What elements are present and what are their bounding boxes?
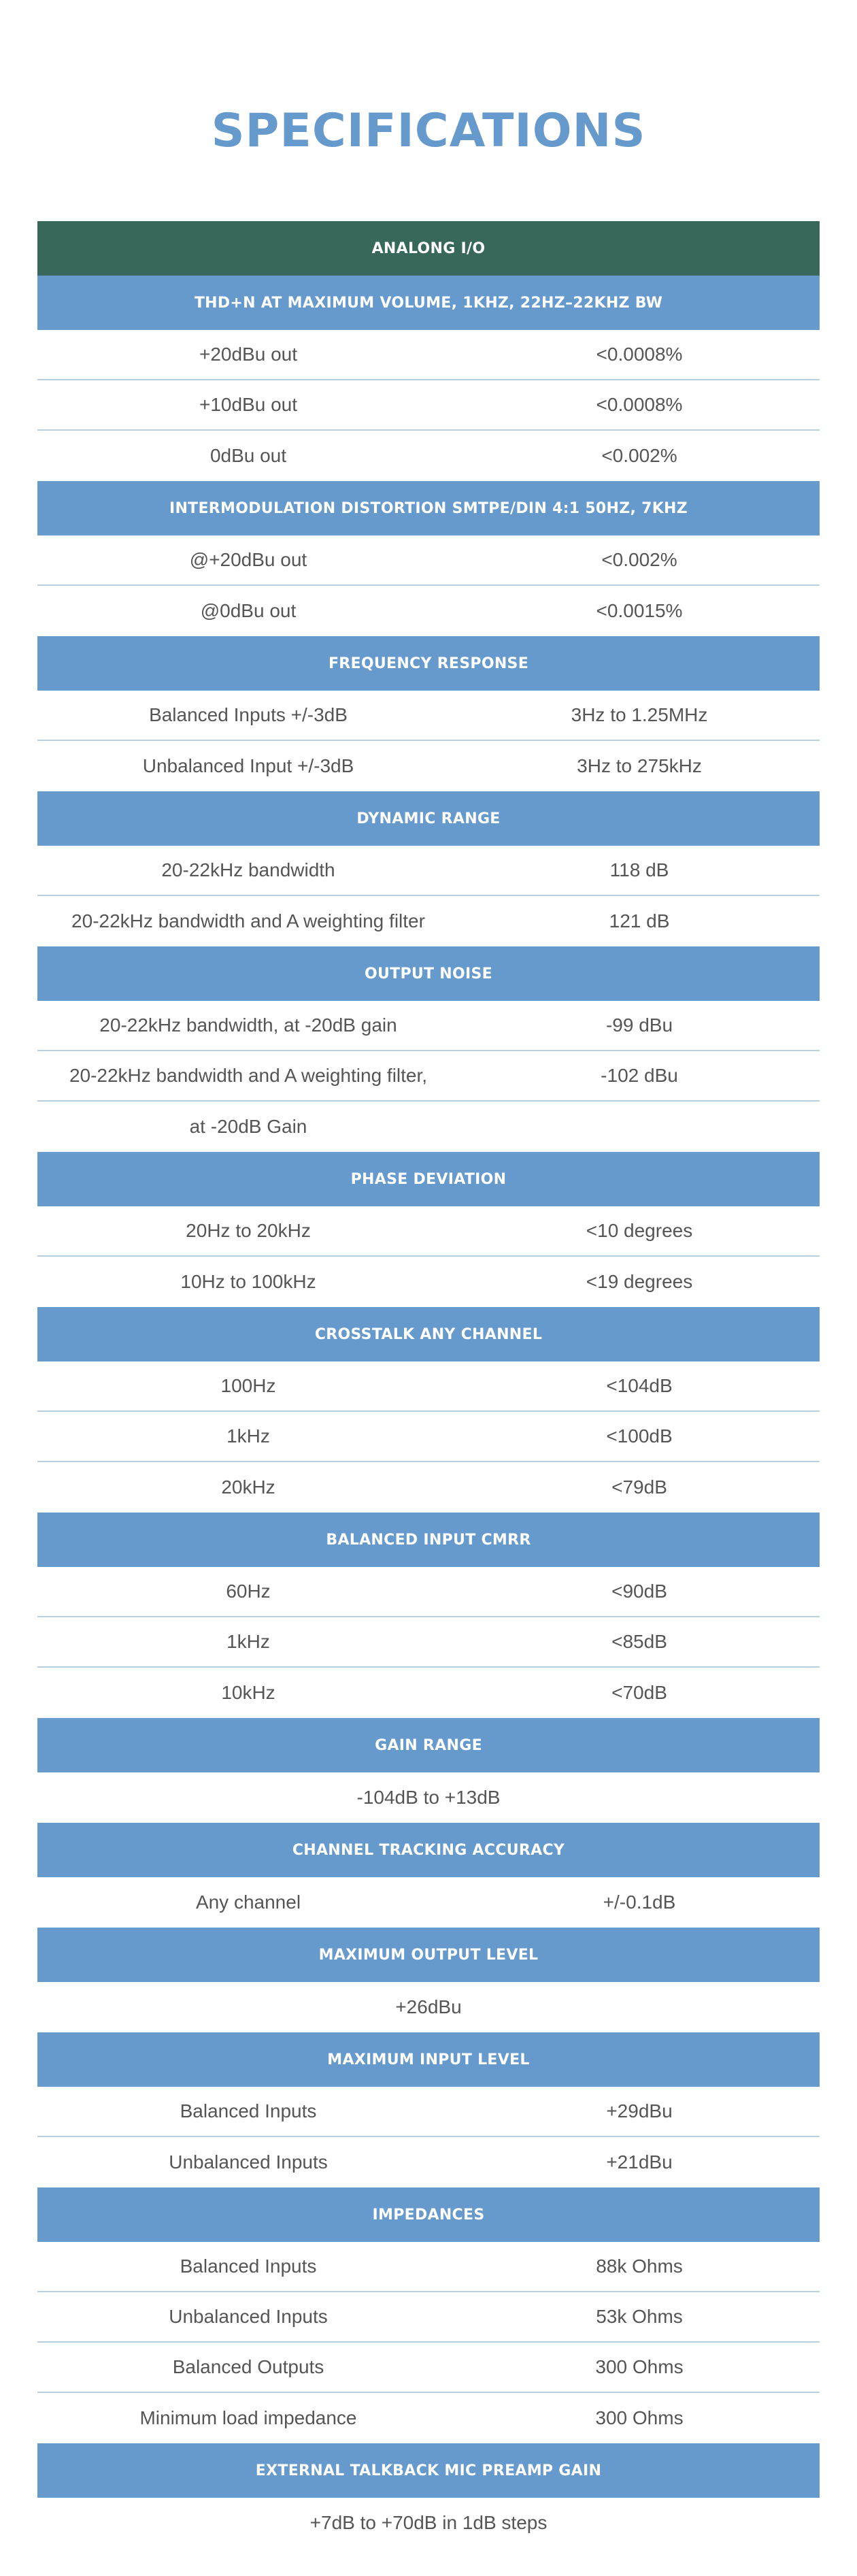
section-header: BALANCED INPUT CMRR <box>37 1513 820 1567</box>
spec-value: -102 dBu <box>601 1065 678 1086</box>
spec-value: <70dB <box>611 1682 667 1703</box>
section-header: MAXIMUM INPUT LEVEL <box>37 2032 820 2087</box>
spec-label: 10Hz to 100kHz <box>180 1271 316 1292</box>
section-header: EXTERNAL TALKBACK MIC PREAMP GAIN <box>37 2443 820 2498</box>
spec-row <box>37 1668 820 1718</box>
spec-row <box>37 2242 820 2292</box>
spec-row <box>37 2087 820 2137</box>
spec-label: 10kHz <box>221 1682 275 1703</box>
section-header: PHASE DEVIATION <box>37 1152 820 1206</box>
spec-value: +/-0.1dB <box>603 1892 676 1913</box>
top-header: ANALONG I/O <box>37 221 820 276</box>
spec-label: Unbalanced Input +/-3dB <box>142 755 354 776</box>
spec-label: 100Hz <box>220 1375 276 1396</box>
spec-value: +29dBu <box>606 2100 673 2121</box>
spec-row <box>37 2498 820 2548</box>
spec-label: Balanced Inputs <box>180 2100 317 2121</box>
spec-row <box>37 1772 820 1823</box>
section-header: CROSSTALK ANY CHANNEL <box>37 1307 820 1361</box>
page-title: SPECIFICATIONS <box>211 104 646 158</box>
spec-label: 20-22kHz bandwidth and A weighting filter, <box>69 1065 428 1086</box>
spec-label: 20Hz to 20kHz <box>186 1220 311 1241</box>
spec-label: 60Hz <box>226 1581 271 1602</box>
spec-label: +20dBu out <box>199 344 298 365</box>
spec-label: -104dB to +13dB <box>356 1787 501 1808</box>
spec-value: <90dB <box>611 1581 667 1602</box>
spec-label: at -20dB Gain <box>189 1116 307 1137</box>
section-header: INTERMODULATION DISTORTION SMTPE/DIN 4:1 50HZ, 7KHZ <box>37 481 820 535</box>
spec-label: Unbalanced Inputs <box>169 2151 328 2173</box>
spec-row <box>37 1982 820 2032</box>
spec-value: 300 Ohms <box>595 2356 684 2377</box>
spec-label: +7dB to +70dB in 1dB steps <box>309 2512 548 2533</box>
spec-label: Balanced Inputs <box>180 2256 317 2277</box>
spec-row <box>37 1567 820 1617</box>
spec-value: <0.002% <box>601 549 677 570</box>
spec-value: <104dB <box>606 1375 673 1396</box>
spec-row <box>37 846 820 896</box>
spec-row <box>37 535 820 586</box>
section-header: IMPEDANCES <box>37 2187 820 2242</box>
section-header: GAIN RANGE <box>37 1718 820 1772</box>
spec-value: <100dB <box>606 1425 673 1447</box>
spec-row <box>37 896 820 946</box>
spec-label: @+20dBu out <box>189 549 307 570</box>
spec-row <box>37 380 820 431</box>
spec-value: 3Hz to 1.25MHz <box>571 704 708 725</box>
section-header: CHANNEL TRACKING ACCURACY <box>37 1823 820 1877</box>
spec-label: 1kHz <box>226 1425 270 1447</box>
section-header: MAXIMUM OUTPUT LEVEL <box>37 1928 820 1982</box>
spec-label: +10dBu out <box>199 394 298 415</box>
spec-row <box>37 2292 820 2343</box>
spec-label: Unbalanced Inputs <box>169 2306 328 2327</box>
section-header: OUTPUT NOISE <box>37 946 820 1001</box>
spec-label: Any channel <box>195 1892 301 1913</box>
spec-value: 121 dB <box>609 910 670 931</box>
spec-row <box>37 1102 820 1152</box>
spec-row <box>37 1051 820 1102</box>
spec-label: 20-22kHz bandwidth <box>161 859 335 880</box>
spec-label: 1kHz <box>226 1631 270 1652</box>
spec-value: <0.002% <box>601 445 677 466</box>
spec-value: <19 degrees <box>586 1271 693 1292</box>
spec-label: 20kHz <box>221 1476 275 1498</box>
spec-value: 118 dB <box>609 859 669 880</box>
spec-label: Minimum load impedance <box>139 2407 357 2428</box>
spec-row <box>37 431 820 481</box>
spec-row <box>37 1617 820 1668</box>
spec-value: 3Hz to 275kHz <box>577 755 702 776</box>
spec-row <box>37 741 820 791</box>
spec-label: 20-22kHz bandwidth, at -20dB gain <box>99 1014 397 1036</box>
spec-row <box>37 1257 820 1307</box>
spec-row <box>37 2137 820 2187</box>
section-header: FREQUENCY RESPONSE <box>37 636 820 691</box>
spec-row <box>37 1001 820 1051</box>
spec-value: <0.0008% <box>596 344 683 365</box>
spec-row <box>37 586 820 636</box>
spec-row <box>37 1206 820 1257</box>
spec-value: <85dB <box>611 1631 667 1652</box>
spec-value: 88k Ohms <box>596 2256 683 2277</box>
spec-value: <10 degrees <box>586 1220 693 1241</box>
spec-label: Balanced Outputs <box>172 2356 324 2377</box>
spec-table <box>37 221 820 2548</box>
section-header: DYNAMIC RANGE <box>37 791 820 846</box>
spec-row <box>37 1361 820 1412</box>
spec-row <box>37 1877 820 1928</box>
spec-row <box>37 1412 820 1462</box>
spec-value: 53k Ohms <box>596 2306 683 2327</box>
spec-label: @0dBu out <box>200 600 297 621</box>
spec-label: 20-22kHz bandwidth and A weighting filter <box>71 910 425 931</box>
spec-row <box>37 1462 820 1513</box>
spec-label: +26dBu <box>395 1996 462 2017</box>
spec-row <box>37 2393 820 2443</box>
spec-value: 300 Ohms <box>595 2407 684 2428</box>
spec-value: +21dBu <box>606 2151 673 2173</box>
spec-value: -99 dBu <box>605 1014 673 1036</box>
spec-value: <0.0015% <box>596 600 683 621</box>
spec-value: <79dB <box>611 1476 667 1498</box>
spec-label: 0dBu out <box>209 445 287 466</box>
spec-row <box>37 691 820 741</box>
spec-row <box>37 330 820 380</box>
section-header: THD+N AT MAXIMUM VOLUME, 1KHZ, 22HZ–22KHZ BW <box>37 276 820 330</box>
spec-label: Balanced Inputs +/-3dB <box>149 704 348 725</box>
spec-row <box>37 2343 820 2393</box>
spec-value: <0.0008% <box>596 394 683 415</box>
